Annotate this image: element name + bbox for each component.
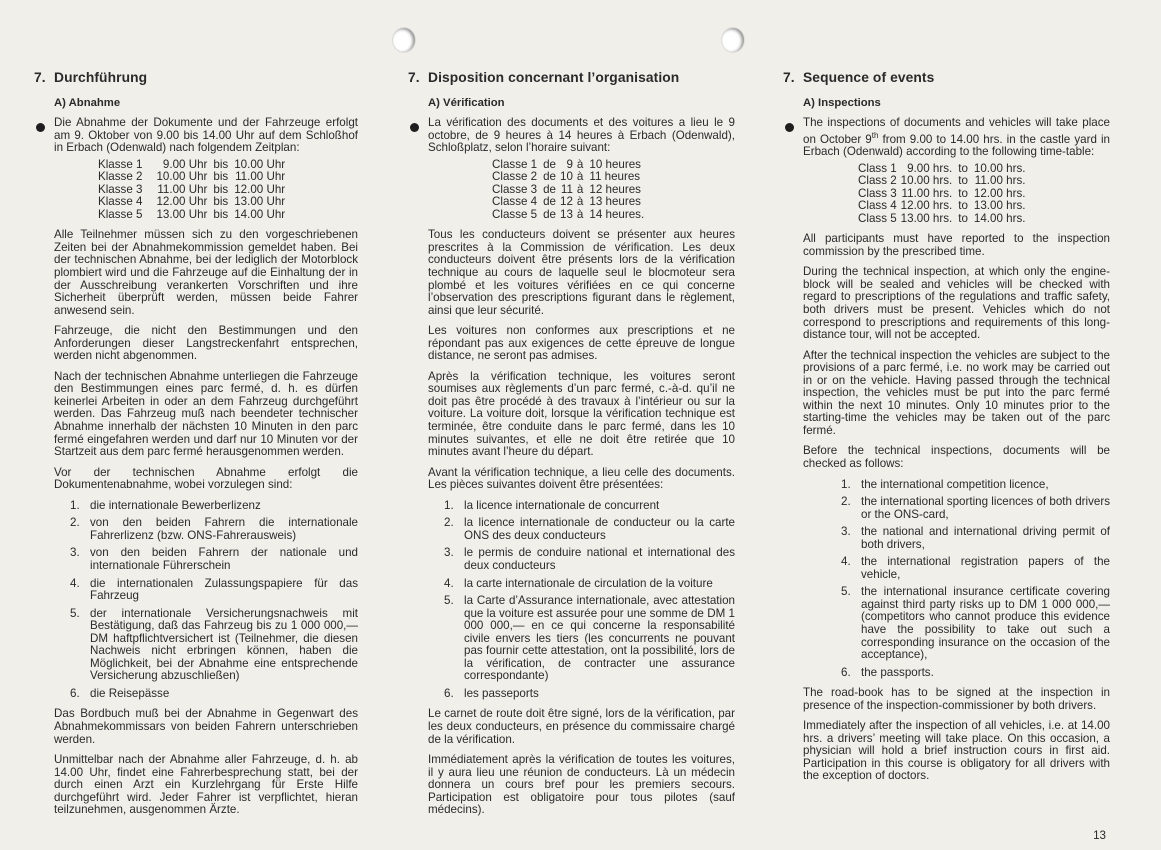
list-item (70, 547, 358, 572)
schedule-cell: 10.00 Uhr (234, 157, 286, 171)
bullet-marker (785, 123, 794, 132)
list-item-number: 1. (444, 498, 454, 512)
list-item-text: der internationale Versicherungsnachweis mit Bestätigung, daß das Fahrzeug bis zu 1 000 000,— DM haftpflichtversichert ist (Teilnehmer, die diesen Nachweis nicht erbringen können, haben die Möglichkeit, bei der Abnahme eine entsprechende Versicherung abzuschließen) (90, 606, 358, 683)
schedule-cell: Classe 5 (492, 207, 538, 221)
document-list (825, 479, 1110, 680)
schedule-row (98, 209, 285, 222)
schedule-cell: à (576, 170, 584, 184)
schedule-cell: 12 heures (589, 182, 641, 196)
schedule-cell: Klasse 2 (98, 170, 143, 184)
schedule-cell: 13 (560, 207, 573, 221)
paragraph: Les voitures non conformes aux prescriptions et ne répondant pas aux exigences de cette épreuve de longue distance, ne seront pas admises. (428, 324, 735, 363)
list-item-text: la Carte d’Assurance internationale, avec attestation que la voiture est assurée pour une somme de DM 1 000 000,— en ce qui concerne la responsabilité civile envers les tiers (les concurrents ne pouvant pas fournir cette attestation, ont la possibilité, lors de la vérification, de contracter une assurance correspondante) (464, 594, 735, 683)
punch-hole-right (722, 28, 744, 52)
list-item-text: la licence internationale de concurrent (464, 498, 660, 512)
list-item (444, 578, 735, 591)
list-item (841, 526, 1110, 551)
paragraph: During the technical inspection, at which only the engine-block will be sealed and vehicles will be checked with regard to prescriptions of the regulations and traffic safety, both drivers must be present. Vehicles which do not correspond to prescriptions and requirements of this long-distance tour, will not be accepted. (803, 265, 1110, 342)
list-item-text: le permis de conduire national et international des deux conducteurs (464, 546, 735, 572)
list-item-number: 5. (70, 606, 80, 620)
schedule-cell: 13.00 hrs. (900, 211, 953, 225)
list-item-number: 2. (841, 495, 851, 509)
list-item-number: 4. (444, 576, 454, 590)
schedule-row (492, 196, 644, 209)
list-item (70, 688, 358, 701)
intro-paragraph: Die Abnahme der Dokumente und der Fahrzeuge erfolgt am 9. Oktober von 9.00 bis 14.00 Uhr auf dem Schloßhof in Erbach (Odenwald) nach folgendem Zeitplan: (54, 117, 358, 155)
list-item-number: 6. (444, 686, 454, 700)
schedule-cell: 13 heures (589, 195, 641, 209)
schedule-cell: 12.00 hrs. (973, 186, 1026, 200)
paragraph: Tous les conducteurs doivent se présenter aux heures prescrites à la Commission de vérification. Les deux conducteurs doivent être présents lors de la vérification technique au cours de laquelle seul le blocmoteur sera plombé et les voitures vérifiées en ce qui concerne l’observation des prescriptions figurant dans le règlement, ainsi que leur sécurité. (428, 228, 735, 317)
section-heading: 7. Sequence of events (783, 70, 935, 85)
schedule-row (858, 175, 1025, 188)
schedule-cell: Class 4 (858, 199, 897, 213)
schedule-cell: to (958, 211, 968, 225)
list-item-number: 3. (841, 525, 851, 539)
schedule-cell: bis (213, 182, 229, 196)
schedule-cell: to (958, 161, 968, 175)
list-item-number: 1. (841, 477, 851, 491)
schedule-cell: Klasse 3 (98, 182, 143, 196)
paragraph: Das Bordbuch muß bei der Abnahme in Gegenwart des Abnahmekommissars von beiden Fahrern unterschrieben werden. (54, 707, 358, 746)
list-item-number: 3. (444, 546, 454, 560)
paragraph: Before the technical inspections, documents will be checked as follows: (803, 444, 1110, 470)
schedule-cell: 10.00 hrs. (900, 174, 953, 188)
list-item-number: 4. (841, 555, 851, 569)
schedule-cell: Klasse 4 (98, 195, 143, 209)
list-item-text: the national and international driving permit of both drivers, (861, 525, 1110, 551)
list-item-text: les passeports (464, 686, 539, 700)
schedule-row (858, 213, 1025, 226)
schedule-cell: 11.00 Uhr (235, 170, 286, 184)
schedule-cell: 11 heures (589, 170, 641, 184)
list-item (444, 547, 735, 572)
paragraph: Vor der technischen Abnahme erfolgt die Dokumentenabnahme, wobei vorzulegen sind: (54, 465, 358, 492)
schedule-cell: 14 heures. (589, 207, 645, 221)
list-item-number: 6. (70, 686, 80, 700)
schedule-cell: Classe 3 (492, 182, 538, 196)
schedule-cell: bis (213, 170, 229, 184)
schedule-cell: Klasse 5 (98, 207, 143, 221)
list-item (444, 595, 735, 683)
list-item-text: la carte internationale de circulation de la voiture (464, 576, 713, 590)
schedule-cell: 14.00 Uhr (234, 207, 286, 221)
list-item-number: 1. (70, 498, 80, 512)
schedule-table (492, 159, 644, 222)
schedule-cell: de (543, 195, 557, 209)
list-item-number: 2. (444, 516, 454, 530)
document-list (54, 500, 358, 701)
schedule-cell: 9.00 Uhr (162, 157, 208, 171)
schedule-cell: 13.00 Uhr (156, 207, 208, 221)
paragraph: After the technical inspection the vehicles are subject to the provisions of a parc fermé, i.e. no work may be carried out in or on the vehicle. Having passed through the technical inspection, the vehicles must be put into the parc fermé within the next 10 minutes. Only 10 minutes prior to the starting-time the vehicles may be taken out of the parc fermé. (803, 348, 1110, 437)
schedule-cell: à (576, 157, 584, 171)
section-heading: 7. Disposition concernant l’organisation (408, 70, 680, 85)
schedule-table (98, 159, 285, 222)
schedule-cell: de (543, 207, 557, 221)
schedule-cell: 10.00 Uhr (156, 170, 208, 184)
schedule-cell: à (576, 195, 584, 209)
schedule-cell: de (543, 157, 557, 171)
schedule-cell: 11.00 hrs. (974, 174, 1026, 188)
paragraph: Fahrzeuge, die nicht den Bestimmungen und den Anforderungen dieser Langstreckenfahrt entsprechen, werden nicht abgenommen. (54, 324, 358, 363)
schedule-cell: to (958, 199, 968, 213)
schedule-cell: bis (213, 195, 229, 209)
schedule-cell: 12.00 hrs. (900, 199, 953, 213)
schedule-cell: 14.00 hrs. (973, 211, 1026, 225)
list-item (70, 500, 358, 513)
schedule-cell: 13.00 hrs. (973, 199, 1026, 213)
intro-paragraph: The inspections of documents and vehicles will take place on October 9th from 9.00 to 14.00 hrs. in the castle yard in Erbach (Odenwald) according to the following time-table: (803, 117, 1110, 159)
list-item-text: die internationale Bewerberlizenz (90, 498, 261, 512)
schedule-cell: Class 5 (858, 211, 897, 225)
list-item-text: von den beiden Fahrern die internationale Fahrerlizenz (bzw. ONS-Fahrerausweis) (90, 516, 358, 542)
schedule-cell: bis (213, 207, 229, 221)
list-item (444, 500, 735, 513)
list-item-text: von den beiden Fahrern der nationale und internationale Führerschein (90, 546, 358, 572)
page-number: 13 (1093, 829, 1106, 842)
list-item-number: 5. (444, 594, 454, 608)
schedule-cell: 12.00 Uhr (234, 182, 286, 196)
paragraph: Unmittelbar nach der Abnahme aller Fahrzeuge, d. h. ab 14.00 Uhr, findet eine Fahrerbesprechung statt, bei der durch einen Arzt ein Kurzlehrgang für Erste Hilfe durchgeführt wird. Jeder Fahrer ist verpflichtet, hieran teilzunehmen, ausgenommen Ärzte. (54, 753, 358, 817)
schedule-cell: Class 1 (858, 161, 897, 175)
schedule-cell: 11 (560, 182, 573, 196)
list-item (841, 479, 1110, 492)
schedule-cell: 11.00 hrs. (901, 186, 953, 200)
schedule-cell: 9.00 hrs. (907, 161, 953, 175)
list-item-number: 2. (70, 516, 80, 530)
punch-hole-left (393, 28, 415, 52)
subsection-heading: A) Inspections (803, 97, 881, 109)
list-item (841, 496, 1110, 521)
list-item (841, 586, 1110, 661)
list-item (444, 688, 735, 701)
schedule-cell: 13.00 Uhr (234, 195, 286, 209)
list-item-number: 3. (70, 546, 80, 560)
list-item (841, 556, 1110, 581)
schedule-cell: à (576, 207, 584, 221)
subsection-heading: A) Abnahme (54, 97, 121, 109)
schedule-cell: Classe 2 (492, 170, 538, 184)
paragraph: Nach der technischen Abnahme unterliegen die Fahrzeuge den Bestimmungen eines parc fermé, d. h. es dürfen keinerlei Arbeiten in oder an dem Fahrzeug durchgeführt werden. Das Fahrzeug muß nach beendeter technischer Abnahme innerhalb der nächsten 10 Minuten in den parc fermé eingefahren werden und darf nur 10 Minuten vor der Startzeit aus dem parc fermé herausgenommen werden. (54, 369, 358, 459)
schedule-row (98, 196, 285, 209)
list-item-text: la licence internationale de conducteur ou la carte ONS des deux conducteurs (464, 516, 735, 542)
list-item (841, 667, 1110, 680)
schedule-cell: Class 3 (858, 186, 897, 200)
list-item-text: die Reisepässe (90, 686, 170, 700)
paragraph: Avant la vérification technique, a lieu celle des documents. Les pièces suivantes doivent être présentées: (428, 465, 735, 492)
schedule-cell: Klasse 1 (98, 157, 143, 171)
bullet-marker (36, 123, 45, 132)
schedule-row (492, 171, 644, 184)
document-list (428, 500, 735, 701)
schedule-cell: 12.00 Uhr (156, 195, 208, 209)
german-column (34, 70, 358, 825)
schedule-cell: Classe 4 (492, 195, 538, 209)
schedule-cell: bis (213, 157, 229, 171)
paragraph: Immédiatement après la vérification de toutes les voitures, il y aura lieu une réunion de conducteurs. Là un médecin donnera un cours bref pour les premiers secours. Participation est obligatoire pour tous pilotes (sauf médecins). (428, 753, 735, 817)
schedule-cell: 10.00 hrs. (973, 161, 1026, 175)
paragraph: Après la vérification technique, les voitures seront soumises aux règlements d’un parc fermé, c.-à-d. qu’il ne doit pas être procédé à des travaux à l’intérieur ou sur la voiture. La voiture doit, lorsque la vérification technique est terminée, être conduite dans le parc fermé, dans les 10 minutes suivantes, et elle ne doit être retirée que 10 minutes avant l’heure du départ. (428, 369, 735, 459)
subsection-heading: A) Vérification (428, 97, 505, 109)
list-item (70, 578, 358, 603)
schedule-row (858, 200, 1025, 213)
list-item-number: 5. (841, 585, 851, 599)
list-item-text: the international competition licence, (861, 477, 1049, 491)
schedule-cell: de (543, 170, 557, 184)
schedule-cell: de (543, 182, 557, 196)
schedule-cell: Class 2 (858, 174, 897, 188)
schedule-row (98, 171, 285, 184)
schedule-cell: 12 (560, 195, 573, 209)
list-item (70, 608, 358, 683)
bullet-marker (410, 123, 419, 132)
list-item-text: the international sporting licences of both drivers or the ONS-card, (861, 495, 1110, 521)
list-item-number: 4. (70, 576, 80, 590)
paragraph: Le carnet de route doit être signé, lors de la vérification, par les deux conducteurs, en présence du commissaire chargé de la vérification. (428, 707, 735, 746)
section-heading: 7. Durchführung (34, 70, 148, 85)
schedule-row (492, 209, 644, 222)
list-item-text: the international registration papers of the vehicle, (861, 555, 1110, 581)
paragraph: The road-book has to be signed at the inspection in presence of the inspection-commissioner by both drivers. (803, 686, 1110, 712)
list-item-number: 6. (841, 665, 851, 679)
paragraph: Alle Teilnehmer müssen sich zu den vorgeschriebenen Zeiten bei der Abnahmekommission gemeldet haben. Bei der technischen Abnahme, bei der lediglich der Motorblock plombiert wird und die Fahrzeuge auf die Einhaltung der in der Ausschreibung verankerten Vorschriften und ihre Sicherheit überprüft werden, müssen beide Fahrer anwesend sein. (54, 228, 358, 317)
list-item (70, 517, 358, 542)
schedule-cell: 10 heures (589, 157, 641, 171)
list-item (444, 517, 735, 542)
schedule-cell: à (576, 182, 584, 196)
paragraph: All participants must have reported to the inspection commission by the prescribed time. (803, 232, 1110, 258)
english-column (783, 70, 1110, 791)
paragraph: Immediately after the inspection of all vehicles, i.e. at 14.00 hrs. a drivers’ meeting will take place. On this occasion, a physician will hold a brief instruction cours in first aid. Participation in this course is obligatory for all drivers with the exception of doctors. (803, 719, 1110, 783)
intro-paragraph: La vérification des documents et des voitures a lieu le 9 octobre, de 9 heures à 14 heures à Erbach (Odenwald), Schloßplatz, selon l’horaire suivant: (428, 117, 735, 155)
list-item-text: die internationalen Zulassungspapiere für das Fahrzeug (90, 576, 358, 603)
schedule-cell: 11.00 Uhr (157, 182, 208, 196)
schedule-cell: 9 (566, 157, 573, 171)
french-column (408, 70, 735, 825)
schedule-cell: to (958, 186, 968, 200)
list-item-text: the passports. (861, 665, 934, 679)
schedule-cell: to (958, 174, 968, 188)
list-item-text: the international insurance certificate covering against third party risks up to DM 1 000 000,— (competitors who cannot produce this evidence have the possibility to take out such a corresponding insurance on the occasion of the acceptance), (861, 585, 1110, 662)
schedule-cell: Classe 1 (492, 157, 538, 171)
schedule-table (858, 163, 1025, 226)
schedule-cell: 10 (560, 170, 573, 184)
